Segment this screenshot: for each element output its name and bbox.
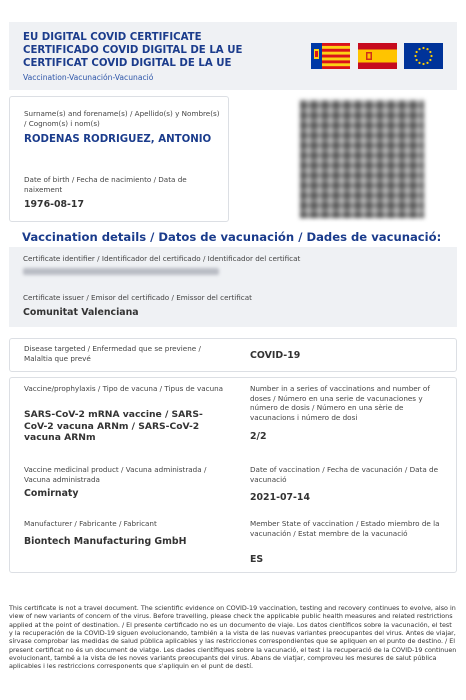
certificate-header [9,22,457,90]
header-subtitle: Vaccination-Vacunación-Vacunació [23,73,154,82]
spain-flag-icon [358,43,397,69]
certificate-issuer: Comunitat Valenciana [23,307,139,318]
disease-label: Disease targeted / Enfermedad que se previene / Malaltia que prevé [24,344,201,363]
product-label: Vaccine medicinal product / Vacuna administrada / Vacuna administrada [24,465,207,484]
certificate-issuer-label: Certificate issuer / Emisor del certificado / Emissor del certificat [23,293,252,302]
certificate-info-panel [9,247,457,327]
vaccine-type: SARS-CoV-2 mRNA vaccine / SARS-CoV-2 vacuna ARNm / SARS-CoV-2 vacuna ARNm [24,409,203,443]
vaccination-date: 2021-07-14 [250,492,310,503]
dob-label: Date of birth / Fecha de nacimiento / Data de naixement [24,175,187,194]
certificate-identifier-redacted [23,268,219,275]
title-en: EU DIGITAL COVID CERTIFICATE [23,32,202,43]
vaccine-type-label: Vaccine/prophylaxis / Tipo de vacuna / Tipus de vacuna [24,384,224,393]
disease-card [9,338,457,372]
certificate-identifier-label: Certificate identifier / Identificador del certificado / Identificador del certificat [23,254,301,263]
dose-label: Number in a series of vaccinations and number of doses / Número en una serie de vacunaciones y número de dosis / Número en una sèrie de vacunacions i número de dosi [250,384,430,422]
manufacturer-label: Manufacturer / Fabricante / Fabricant [24,519,157,528]
vaccine-card [9,377,457,573]
vaccination-date-label: Date of vaccination / Fecha de vacunación / Data de vacunació [250,465,439,484]
dose-value: 2/2 [250,431,267,442]
product-value: Comirnaty [24,488,79,499]
member-state-label: Member State of vaccination / Estado miembro de la vacunación / Estat membre de la vacunació [250,519,440,538]
valencia-flag-icon [311,43,350,69]
holder-card [9,96,229,222]
title-es: CERTIFICADO COVID DIGITAL DE LA UE [23,45,243,56]
holder-name: RODENAS RODRIGUEZ, ANTONIO [24,134,212,145]
disclaimer-text: This certificate is not a travel document. The scientific evidence on COVID-19 vaccination, testing and recovery continues to evolve, also in view of new variants of concern of the virus. Before travelling, please check the applicable public health measures and related restrictions applied at the point of destination. / El presente certificado no es un documento de viaje. Los datos científicos sobre la vacunación, el test y la recuperación de la COVID-19 siguen evolucionando, también a la vista de las nuevas variantes preocupantes del virus. Antes de viajar, sírvase comprobar las medidas de salud pública aplicables y las restricciones correspondientes que se apliquen en el punto de destino. / El present certificat no és un document de viatge. Les dades científiques sobre la vacunació, el test i la recuperació de la COVID-19 continuen evolucionant, també a la vista de les noves variants preocupants del virus. Abans de viatjar, comproveu les mesures de salut pública aplicables i les restriccions corresponents que s'apliquin en el punt de destí. [9,604,457,671]
holder-dob: 1976-08-17 [24,199,84,210]
manufacturer-value: Biontech Manufacturing GmbH [24,536,187,547]
name-label: Surname(s) and forename(s) / Apellido(s) y Nombre(s) / Cognom(s) i nom(s) [24,109,220,128]
eu-flag-icon [404,43,443,69]
section-title: Vaccination details / Datos de vacunación / Dades de vacunació: [22,230,442,244]
member-state-value: ES [250,554,264,565]
disease-value: COVID-19 [250,350,301,361]
qr-code-redacted [300,100,424,218]
title-ca: CERTIFICAT COVID DIGITAL DE LA UE [23,58,232,69]
